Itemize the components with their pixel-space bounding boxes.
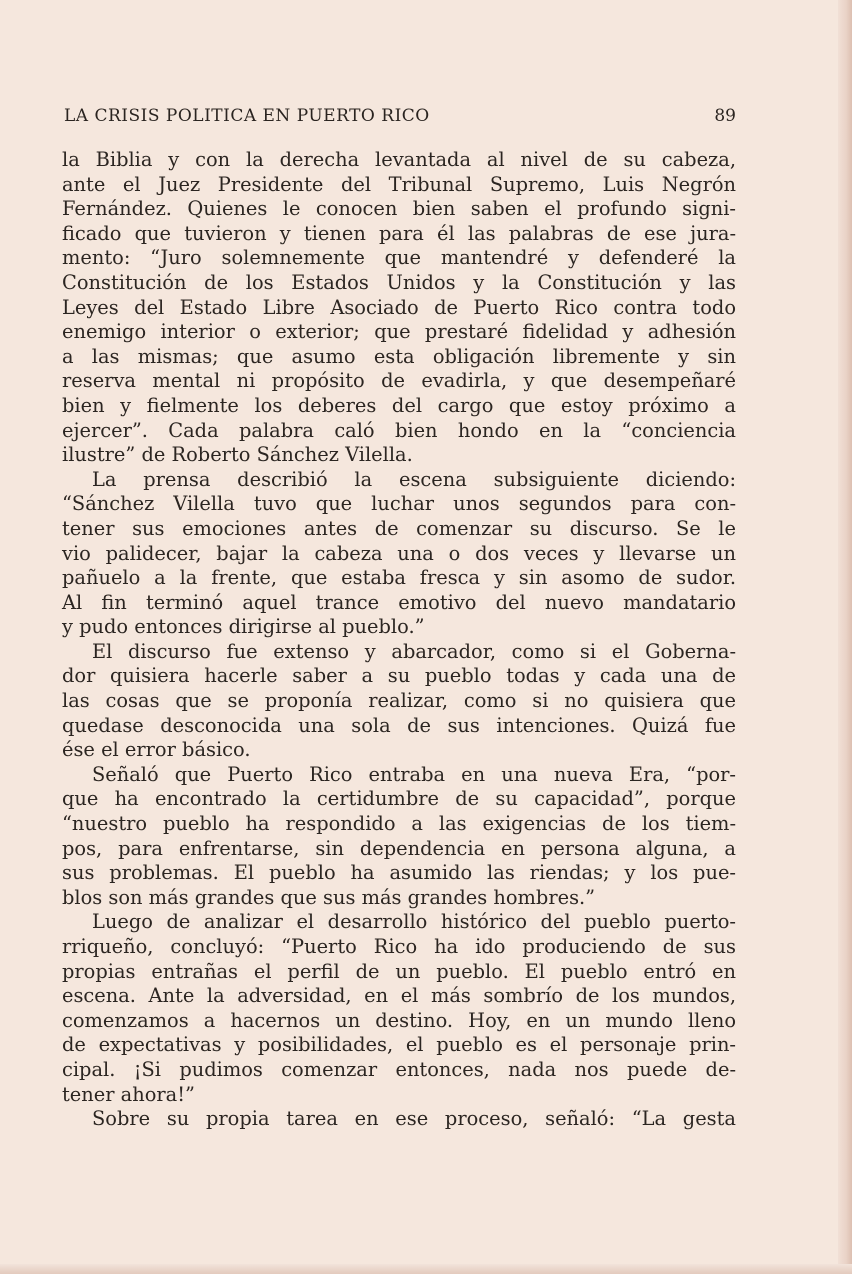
text-line: ficado que tuvieron y tienen para él las palabras de ese jura- (62, 221, 736, 245)
text-line: quedase desconocida una sola de sus intenciones. Quizá fue (62, 713, 736, 737)
page-bottom-shadow (0, 1264, 852, 1274)
text-line: tener sus emociones antes de comenzar su discurso. Se le (62, 516, 736, 540)
body-text (62, 148, 736, 1132)
text-line: Luego de analizar el desarrollo histórico del pueblo puerto- (92, 910, 736, 934)
text-line: que ha encontrado la certidumbre de su capacidad”, porque (62, 787, 736, 811)
text-line: rriqueño, concluyó: “Puerto Rico ha ido produciendo de sus (62, 935, 736, 958)
text-line: reserva mental ni propósito de evadirla, y que desempeñaré (62, 369, 736, 393)
text-line: de expectativas y posibilidades, el pueblo es el personaje prin- (62, 1033, 736, 1057)
text-line: comenzamos a hacernos un destino. Hoy, en un mundo lleno (62, 1008, 736, 1032)
text-line: ése el error básico. (62, 738, 251, 762)
text-line: ante el Juez Presidente del Tribunal Supremo, Luis Negrón (62, 172, 736, 196)
text-line: mento: “Juro solemnemente que mantendré y defenderé la (62, 246, 736, 270)
text-line: Al fin terminó aquel trance emotivo del nuevo mandatario (62, 590, 736, 614)
page-number: 89 (714, 106, 736, 126)
text-line: y pudo entonces dirigirse al pueblo.” (62, 615, 425, 639)
text-line: Sobre su propia tarea en ese proceso, señaló: “La gesta (92, 1107, 736, 1131)
text-line: escena. Ante la adversidad, en el más sombrío de los mundos, (62, 984, 736, 1008)
text-line: ejercer”. Cada palabra caló bien hondo en la “conciencia (62, 418, 736, 442)
text-line: la Biblia y con la derecha levantada al nivel de su cabeza, (62, 148, 736, 171)
text-line: “nuestro pueblo ha respondido a las exigencias de los tiem- (62, 812, 736, 836)
text-line: “Sánchez Vilella tuvo que luchar unos segundos para con- (62, 492, 736, 516)
text-line: bien y fielmente los deberes del cargo que estoy próximo a (62, 393, 736, 417)
text-line: ilustre” de Roberto Sánchez Vilella. (62, 443, 413, 467)
text-line: dor quisiera hacerle saber a su pueblo todas y cada una de (62, 664, 736, 688)
text-line: pañuelo a la frente, que estaba fresca y sin asomo de sudor. (62, 566, 736, 590)
text-line: a las mismas; que asumo esta obligación libremente y sin (62, 344, 736, 368)
text-line: las cosas que se proponía realizar, como si no quisiera que (62, 689, 736, 713)
text-line: cipal. ¡Si pudimos comenzar entonces, nada nos puede de- (62, 1057, 736, 1081)
page-header (64, 106, 736, 132)
text-line: Constitución de los Estados Unidos y la Constitución y las (62, 270, 736, 294)
text-line: El discurso fue extenso y abarcador, como si el Goberna- (92, 639, 736, 663)
page-edge-shadow (838, 0, 852, 1274)
text-line: La prensa describió la escena subsiguiente diciendo: (92, 467, 736, 491)
text-line: enemigo interior o exterior; que prestaré fidelidad y adhesión (62, 320, 736, 344)
running-title: LA CRISIS POLITICA EN PUERTO RICO (64, 106, 430, 126)
text-line: blos son más grandes que sus más grandes hombres.” (62, 885, 596, 909)
text-line: Fernández. Quienes le conocen bien saben el profundo signi- (62, 197, 736, 221)
text-line: propias entrañas el perfil de un pueblo. El pueblo entró en (62, 959, 736, 983)
text-line: sus problemas. El pueblo ha asumido las riendas; y los pue- (62, 861, 736, 885)
text-line: Leyes del Estado Libre Asociado de Puerto Rico contra todo (62, 295, 736, 319)
text-line: vio palidecer, bajar la cabeza una o dos veces y llevarse un (62, 541, 736, 565)
text-line: Señaló que Puerto Rico entraba en una nueva Era, “por- (92, 762, 736, 786)
text-line: pos, para enfrentarse, sin dependencia en persona alguna, a (62, 836, 736, 860)
text-line: tener ahora!” (62, 1082, 195, 1106)
